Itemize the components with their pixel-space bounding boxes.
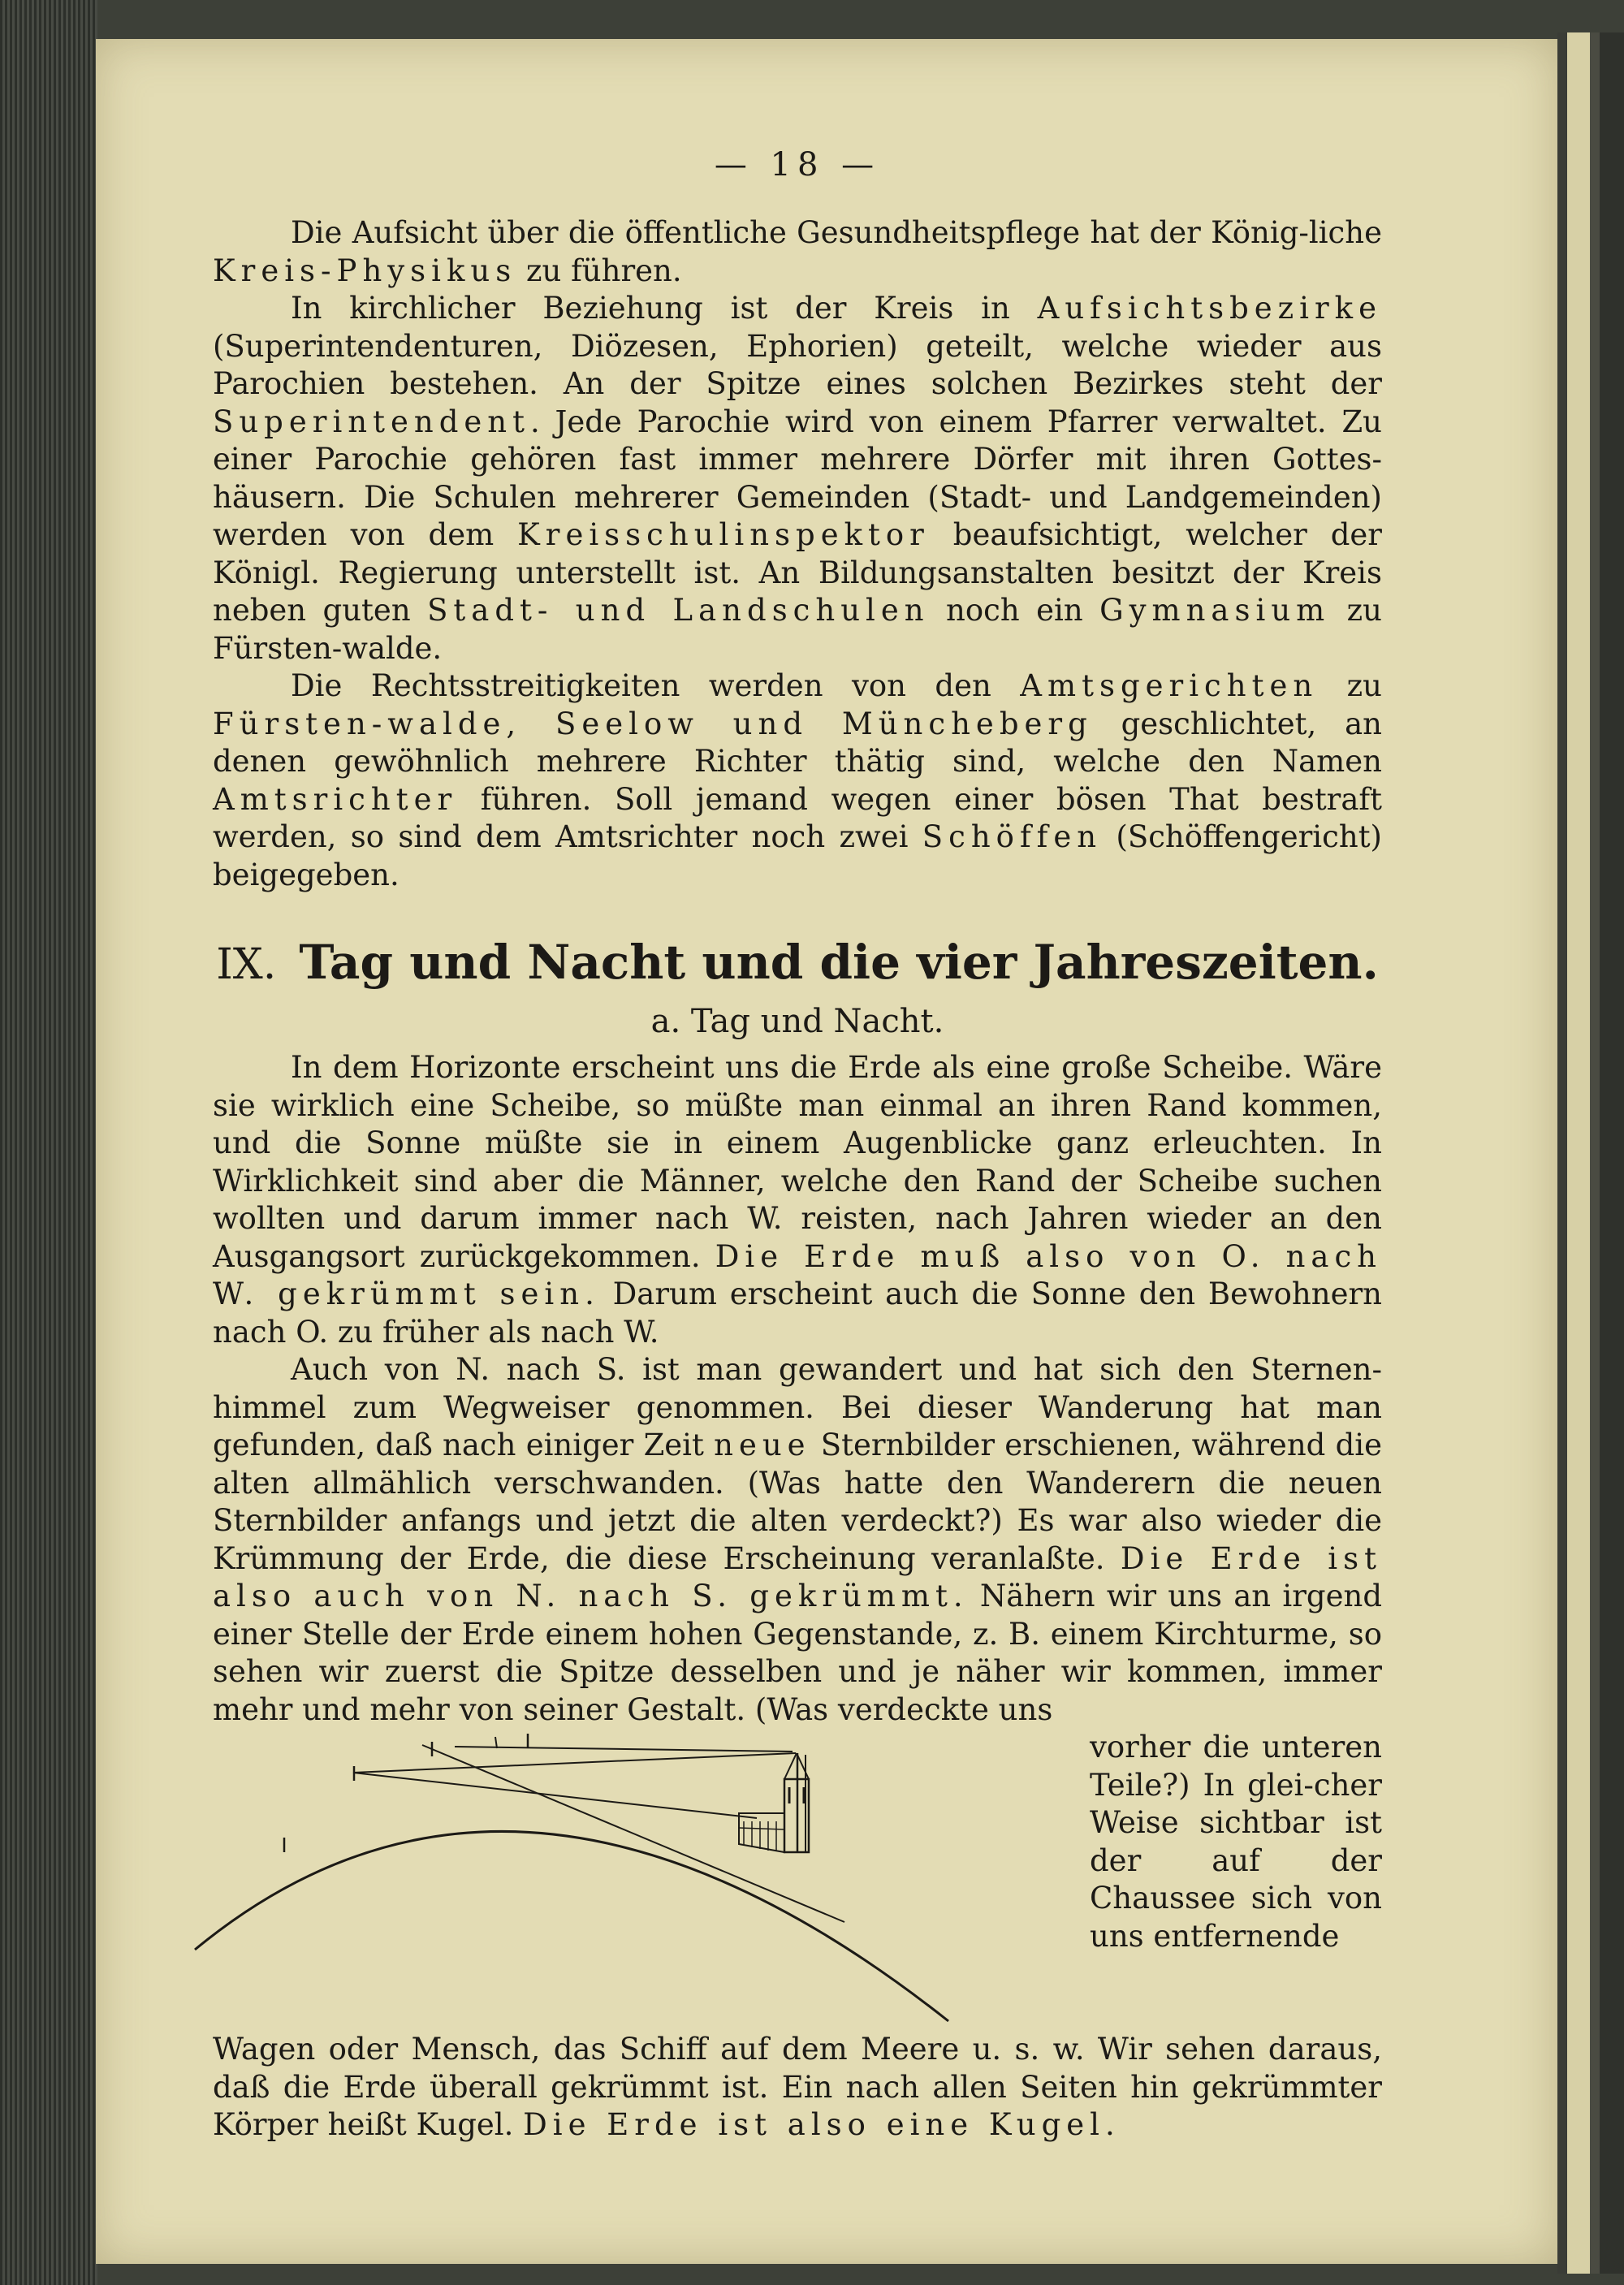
section-number: IX. bbox=[216, 940, 277, 989]
page-content bbox=[213, 146, 1382, 2145]
section-title: Tag und Nacht und die vier Jahreszeiten. bbox=[299, 935, 1379, 990]
earth-curvature-church-illustration bbox=[171, 1730, 950, 2032]
paragraph-earth-curved-east-west: In dem Horizonte erscheint uns die Erde als eine große Scheibe. Wäre sie wirklich eine Scheibe, so müßte man einmal an ihren Rand kommen, und die Sonne müßte sie in einem Augenblicke ganz erleuchten. In Wirklichkeit sind aber die Männer, welche den Rand der Scheibe suchen wollten und darum immer nach W. reisten, nach Jahren wieder an den Ausgangsort zurückgekommen. Die Erde muß also von O. nach W. gekrümmt sein. Darum erscheint auch die Sonne den Bewohnern nach O. zu früher als nach W. bbox=[213, 1050, 1383, 1350]
paragraph-church-districts: In kirchlicher Beziehung ist der Kreis in Aufsichtsbezirke (Superintendenturen, Diözesen, Ephorien) geteilt, welche wieder aus Parochien bestehen. An der Spitze eines solchen Bezirkes steht der Superintendent. Jede Parochie wird von einem Pfarrer verwaltet. Zu einer Parochie gehören fast immer mehrere Dörfer mit ihren Gottes-häusern. Die Schulen mehrerer Gemeinden (Stadt- und Landgemeinden) werden von dem Kreisschulinspektor beaufsichtigt, welcher der Königl. Regierung unterstellt ist. An Bildungsanstalten besitzt der Kreis neben guten Stadt- und Landschulen noch ein Gymnasium zu Fürsten-walde. bbox=[213, 291, 1382, 666]
next-page-edge bbox=[1557, 32, 1624, 2274]
page-number: — 18 — bbox=[714, 146, 881, 184]
paragraph-courts: Die Rechtsstreitigkeiten werden von den Amtsgerichten zu Fürsten-walde, Seelow und Müncheberg geschlichtet, an denen gewöhnlich mehrere Richter thätig sind, welche den Namen Amtsrichter führen. Soll jemand wegen einer bösen That bestraft werden, so sind dem Amtsrichter noch zwei Schöffen (Schöffengericht) beigegeben. bbox=[213, 668, 1382, 892]
figure-side-text: vorher die unteren Teile?) In glei-cher Weise sichtbar ist der auf der Chaussee sich von uns entfernende bbox=[1090, 1730, 1382, 1954]
book-spine bbox=[0, 0, 97, 2285]
paragraph-earth-curved-north-south: Auch von N. nach S. ist man gewandert und hat sich den Sternen-himmel zum Wegweiser genommen. Bei dieser Wanderung hat man gefunden, daß nach einiger Zeit neue Sternbilder erschienen, während die alten allmählich verschwanden. (Was hatte den Wanderern die neuen Sternbilder anfangs und jetzt die alten verdeckt?) Es war also wieder die Krümmung der Erde, die diese Erscheinung veranlaßte. Die Erde ist also auch von N. nach S. gekrümmt. Nähern wir uns an irgend einer Stelle der Erde einem hohen Gegenstande, z. B. einem Kirchturme, so sehen wir zuerst die Spitze desselben und je näher wir kommen, immer mehr und mehr von seiner Gestalt. (Was verdeckte uns bbox=[213, 1352, 1382, 1727]
section-heading bbox=[213, 930, 1382, 997]
section-subtitle: a. Tag und Nacht. bbox=[650, 1003, 944, 1040]
paragraph-earth-is-sphere: Wagen oder Mensch, das Schiff auf dem Meere u. s. w. Wir sehen daraus, daß die Erde überall gekrümmt ist. Ein nach allen Seiten hin gekrümmter Körper heißt Kugel. Die Erde ist also eine Kugel. bbox=[213, 2032, 1382, 2142]
figure-row bbox=[213, 1729, 1382, 2031]
paragraph-health-supervision: Die Aufsicht über die öffentliche Gesundheitspflege hat der König-liche Kreis-Physikus zu führen. bbox=[213, 215, 1382, 288]
